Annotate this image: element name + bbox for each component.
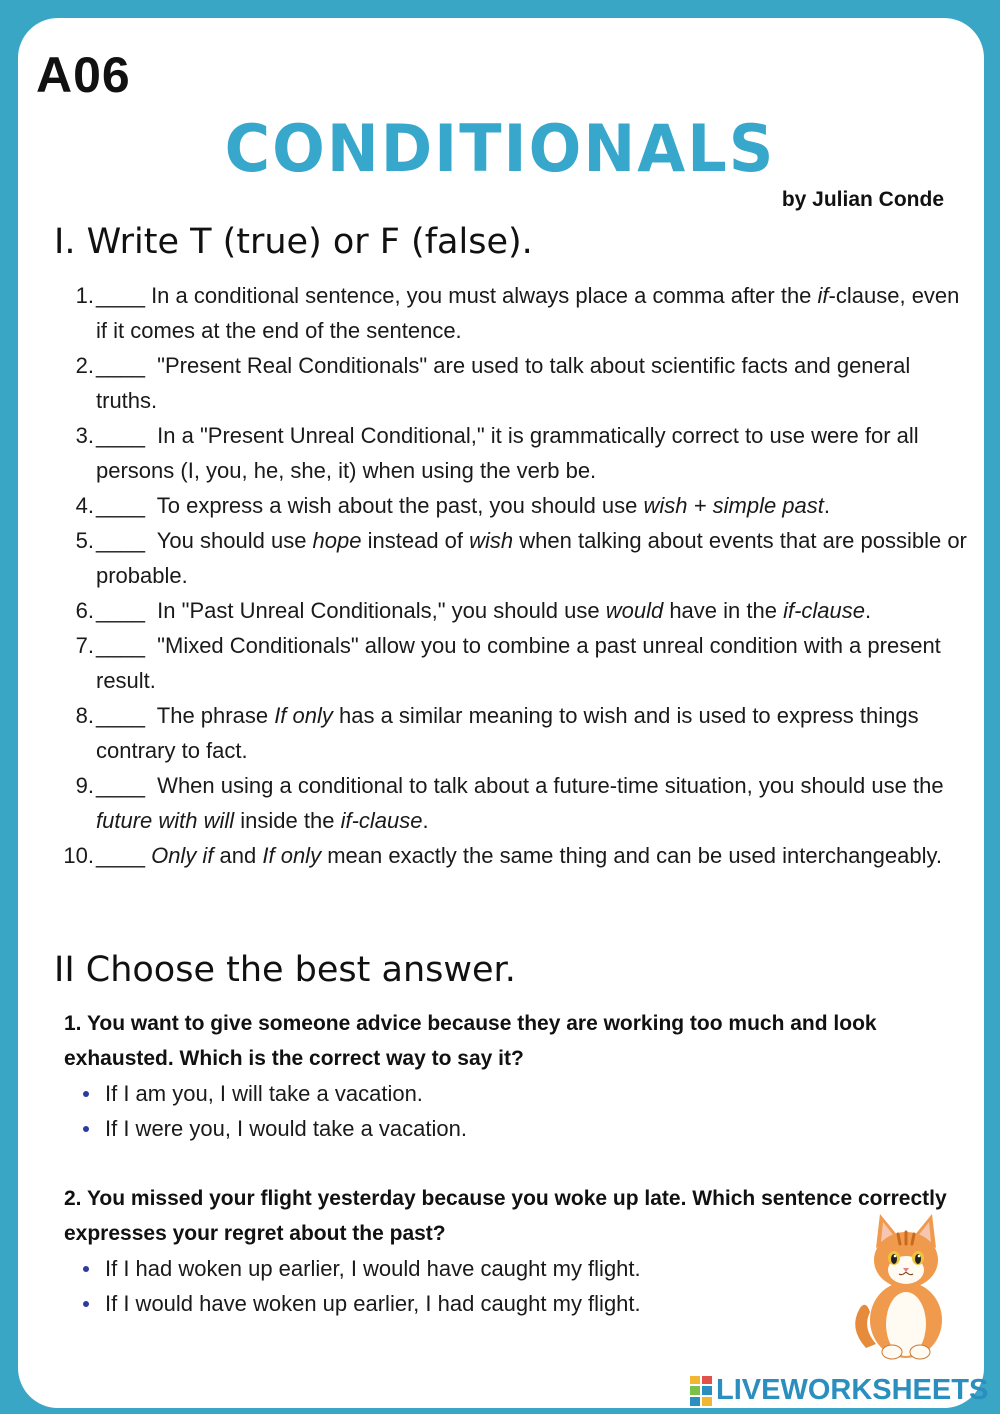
tf-item-number: 4. bbox=[75, 493, 94, 518]
tf-item-text: and bbox=[213, 843, 263, 868]
kitten-illustration bbox=[846, 1208, 964, 1360]
tf-item-number: 6. bbox=[75, 598, 94, 623]
section1-title: I. Write T (true) or F (false). bbox=[54, 222, 533, 262]
tf-item-number: 9. bbox=[75, 773, 94, 798]
answer-option[interactable]: If I were you, I would take a vacation. bbox=[64, 1111, 974, 1146]
tf-item-text: To express a wish about the past, you should use bbox=[144, 493, 644, 518]
liveworksheets-logo-icon bbox=[690, 1376, 712, 1406]
answer-option[interactable]: If I would have woken up earlier, I had caught my flight. bbox=[64, 1286, 974, 1321]
tf-item-text: . bbox=[865, 598, 872, 623]
tf-item-text: "Mixed Conditionals" allow you to combine a past unreal condition with a present result. bbox=[96, 633, 947, 693]
tf-item-text: In a conditional sentence, you must always place a comma after the bbox=[144, 283, 818, 308]
tf-item-number: 5. bbox=[75, 528, 94, 553]
true-false-list bbox=[0, 278, 1000, 873]
author-credit: by Julian Conde bbox=[781, 188, 944, 211]
liveworksheets-logo-text: LIVEWORKSHEETS bbox=[716, 1374, 989, 1406]
tf-item-text: mean exactly the same thing and can be used interchangeably. bbox=[321, 843, 942, 868]
tf-item bbox=[0, 698, 1000, 768]
tf-item-number: 8. bbox=[75, 703, 94, 728]
tf-item-number: 1. bbox=[75, 283, 94, 308]
tf-item-number: 2. bbox=[75, 353, 94, 378]
answer-blank[interactable]: ____ bbox=[96, 773, 145, 798]
answer-blank[interactable]: ____ bbox=[96, 598, 145, 623]
tf-item-text: when talking about events that are possible or probable. bbox=[96, 528, 974, 588]
tf-item-emphasis: wish + simple past bbox=[643, 493, 824, 518]
tf-item-number: 3. bbox=[75, 423, 94, 448]
tf-item bbox=[0, 838, 1000, 873]
tf-item bbox=[0, 418, 1000, 488]
tf-item-text: inside the bbox=[234, 808, 341, 833]
answer-blank[interactable]: ____ bbox=[96, 283, 145, 308]
tf-item-text: . bbox=[823, 493, 831, 518]
answer-blank[interactable]: ____ bbox=[96, 703, 145, 728]
worksheet-title: CONDITIONALS bbox=[224, 110, 776, 187]
tf-item-number: 7. bbox=[75, 633, 94, 658]
tf-item-text: You should use bbox=[144, 528, 313, 553]
tf-item-text: -clause, even if it comes at the end of the sentence. bbox=[96, 283, 966, 343]
liveworksheets-logo bbox=[690, 1374, 988, 1407]
tf-item-text: have in the bbox=[663, 598, 784, 623]
tf-item-number: 10. bbox=[63, 843, 94, 868]
tf-item-emphasis: if-clause bbox=[783, 598, 865, 623]
tf-item-text: has a similar meaning to wish and is used to express things contrary to fact. bbox=[96, 703, 925, 763]
question-text: 1. You want to give someone advice because they are working too much and look exhausted. Which is the correct way to say it? bbox=[64, 1012, 877, 1070]
tf-item-text: In a "Present Unreal Conditional," it is grammatically correct to use were for all persons (I, you, he, she, it) when using the verb be. bbox=[96, 423, 925, 483]
tf-item bbox=[0, 348, 1000, 418]
answer-option[interactable]: If I had woken up earlier, I would have caught my flight. bbox=[64, 1251, 974, 1286]
multiple-choice-list bbox=[64, 1006, 974, 1321]
answer-blank[interactable]: ____ bbox=[96, 843, 145, 868]
tf-item-text: When using a conditional to talk about a future-time situation, you should use the bbox=[144, 773, 950, 798]
tf-item-emphasis: if-clause bbox=[340, 808, 423, 833]
answer-blank[interactable]: ____ bbox=[96, 353, 145, 378]
tf-item-emphasis: If only bbox=[262, 843, 322, 868]
worksheet-code: A06 bbox=[36, 47, 131, 103]
tf-item-text: In "Past Unreal Conditionals," you should use bbox=[144, 598, 606, 623]
tf-item-emphasis: wish bbox=[469, 528, 514, 553]
tf-item-text: The phrase bbox=[144, 703, 275, 728]
answer-blank[interactable]: ____ bbox=[96, 493, 145, 518]
tf-item-text: . bbox=[422, 808, 429, 833]
tf-item-text: "Present Real Conditionals" are used to talk about scientific facts and general truths. bbox=[96, 353, 917, 413]
tf-item-emphasis: Only if bbox=[151, 843, 214, 868]
question-spacer bbox=[64, 1146, 974, 1181]
question-text: 2. You missed your flight yesterday because you woke up late. Which sentence correctly expresses your regret about the past? bbox=[64, 1187, 947, 1245]
tf-item bbox=[0, 278, 1000, 348]
tf-item bbox=[0, 488, 1000, 523]
tf-item-emphasis: future with will bbox=[96, 808, 235, 833]
tf-item-emphasis: If only bbox=[274, 703, 333, 728]
tf-item bbox=[0, 523, 1000, 593]
answer-blank[interactable]: ____ bbox=[96, 528, 145, 553]
tf-item-emphasis: would bbox=[605, 598, 664, 623]
answer-blank[interactable]: ____ bbox=[96, 633, 145, 658]
tf-item-text: instead of bbox=[361, 528, 470, 553]
answer-blank[interactable]: ____ bbox=[96, 423, 145, 448]
tf-item bbox=[0, 593, 1000, 628]
answer-options bbox=[64, 1076, 974, 1146]
answer-options bbox=[64, 1251, 974, 1321]
section2-title: II Choose the best answer. bbox=[54, 950, 516, 990]
tf-item-emphasis: if bbox=[817, 283, 829, 308]
tf-item-emphasis: hope bbox=[312, 528, 362, 553]
tf-item bbox=[0, 628, 1000, 698]
tf-item bbox=[0, 768, 1000, 838]
answer-option[interactable]: If I am you, I will take a vacation. bbox=[64, 1076, 974, 1111]
